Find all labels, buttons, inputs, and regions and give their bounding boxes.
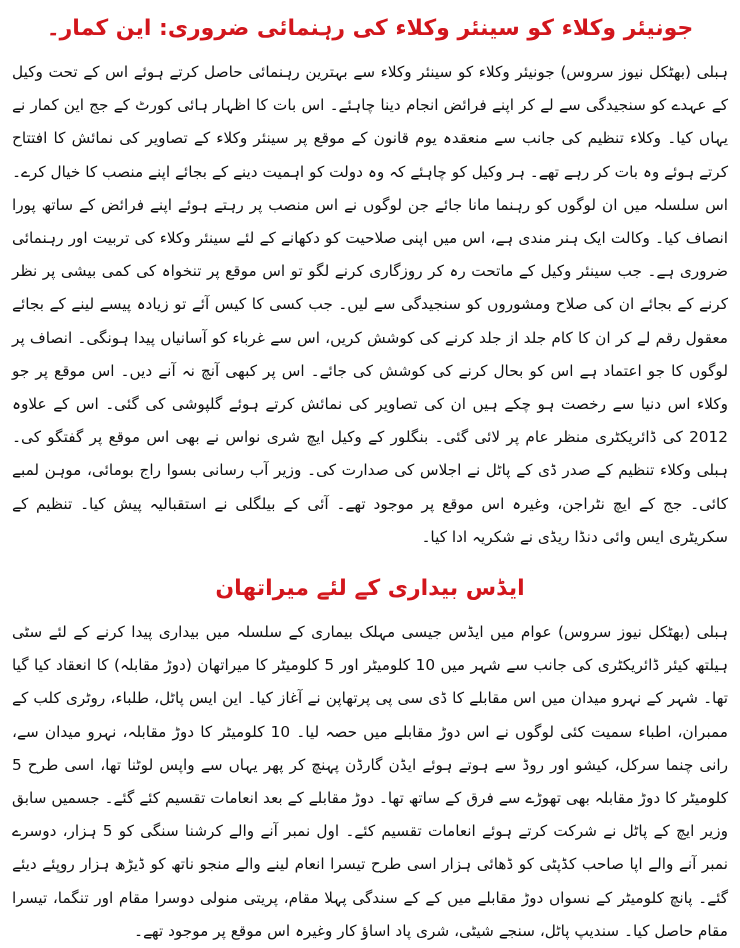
article-headline: ایڈس بیداری کے لئے میراتھان: [215, 576, 525, 602]
article-body: ہبلی (بھٹکل نیوز سروس) جونیئر وکلاء کو سینئر وکلاء سے بہترین رہنمائی حاصل کرتے ہوئے اس کے تحت وکیل کے عہدے کو سنجیدگی سے لے کر اپنے فرائض انجام دینا چاہئے۔ اس بات کا اظہار ہائی کورٹ کے جج این کمار نے یہاں کیا۔ وکلاء تنظیم کی جانب سے منعقدہ یوم قانون کے موقع پر سینئر وکلاء کے تصاویر کی نمائش کا افتتاح کرتے ہوئے وہ بات کر رہے تھے۔ ہر وکیل کو چاہئے کہ وہ دولت کو اہمیت دینے کے بجائے اپنے منصب کا خیال کرے۔ اس سلسلہ میں ان لوگوں کو رہنما مانا جائے جن لوگوں نے اس منصب پر رہتے ہوئے اپنے فرائض کے ساتھ پورا انصاف کیا۔ وکالت ایک ہنر مندی ہے، اس میں اپنی صلاحیت کو دکھانے کے لئے سینئر وکلاء کی تربیت اور رہنمائی ضروری ہے۔ جب سینئر وکیل کے ماتحت رہ کر روزگاری کرنے لگو تو اس موقع پر تنخواہ کی کمی بیشی پر نظر کرنے کے بجائے ان کی صلاح ومشوروں کو سنجیدگی سے لیں۔ جب کسی کا کیس آئے تو زیادہ پیسے لینے کے بجائے معقول رقم لے کر ان کا کام جلد از جلد کرنے کی کوشش کریں، اس سے غرباء کو آسانیاں پیدا ہونگی۔ انصاف پر لوگوں کا جو اعتماد ہے اس کو بحال کرنے کی کوشش کی جائے۔ اس پر کبھی آنچ نہ آنے دیں۔ اس موقع پر جو وکلاء اس دنیا سے رخصت ہو چکے ہیں ان کی تصاویر کی نمائش کرتے ہوئے گلپوشی کی گئی۔ اس کے علاوہ 2012 کی ڈائریکٹری منظر عام پر لائی گئی۔ بنگلور کے وکیل ایچ شری نواس نے بھی اس موقع پر گفتگو کی۔ ہبلی وکلاء تنظیم کے صدر ڈی کے پاٹل نے اجلاس کی صدارت کی۔ وزیر آب رسانی بسوا راج بومائی، موہن لمبے کائی۔ جج کے ایچ نٹراجن، وغیرہ اس موقع پر موجود تھے۔ آئی کے بیلگلی نے استقبالیہ پیش کیا۔ تنظیم کے سکریٹری ایس وائی دنڈا ریڈی نے شکریہ ادا کیا۔: [12, 63, 728, 546]
article-headline: جونیئر وکلاء کو سینئر وکلاء کی رہنمائی ضروری: این کمار۔: [46, 16, 694, 41]
article-body: ہبلی (بھٹکل نیوز سروس) عوام میں ایڈس جیسی مہلک بیماری کے سلسلہ میں بیداری پیدا کرنے کے لئے سٹی ہیلتھ کیئر ڈائریکٹری کی جانب سے شہر میں 10 کلومیٹر اور 5 کلومیٹر کا میراتھان (دوڑ مقابلہ) کا انعقاد کیا گیا تھا۔ شہر کے نہرو میدان میں اس مقابلے کا ڈی سی پی پرتھاپن نے آغاز کیا۔ این ایس پاٹل، طلباء، روٹری کلب کے ممبران، اطباء سمیت کئی لوگوں نے اس دوڑ مقابلے میں حصہ لیا۔ 10 کلومیٹر کا دوڑ مقابلہ، نہرو میدان سے، رانی چنما سرکل، کیشو اور روڈ سے ہوتے ہوئے ایڈن گارڈن پہنچ کر پھر یہاں سے واپس لوٹنا تھا، اسی طرح 5 کلومیٹر کا دوڑ مقابلہ بھی تھوڑے سے فرق کے ساتھ تھا۔ دوڑ مقابلے کے بعد انعامات تقسیم کئے گئے۔ جسمیں سابق وزیر ایچ کے پاٹل نے شرکت کرتے ہوئے انعامات تقسیم کئے۔ اول نمبر آنے والے کرشنا سنگی کو 5 ہزار، دوسرے نمبر آنے والے اپا صاحب کڈپٹی کو ڈھائی ہزار اسی طرح تیسرا انعام لینے والے منجو ناتھ کو ڈیڑھ ہزار روپئے دیئے گئے۔ پانچ کلومیٹر کے نسواں دوڑ مقابلے میں کے کے سندگی پہلا مقام، پریتی منولی دوسرا مقام اور تنگما، تیسرا مقام حاصل کیا۔ سندیپ پاٹل، سنجے شیٹی، شری پاد اساؤ کار وغیرہ اس موقع پر موجود تھے۔: [12, 623, 729, 940]
article-aids-lawyers: [12, 12, 728, 554]
article-aids-marathon: [12, 572, 728, 948]
